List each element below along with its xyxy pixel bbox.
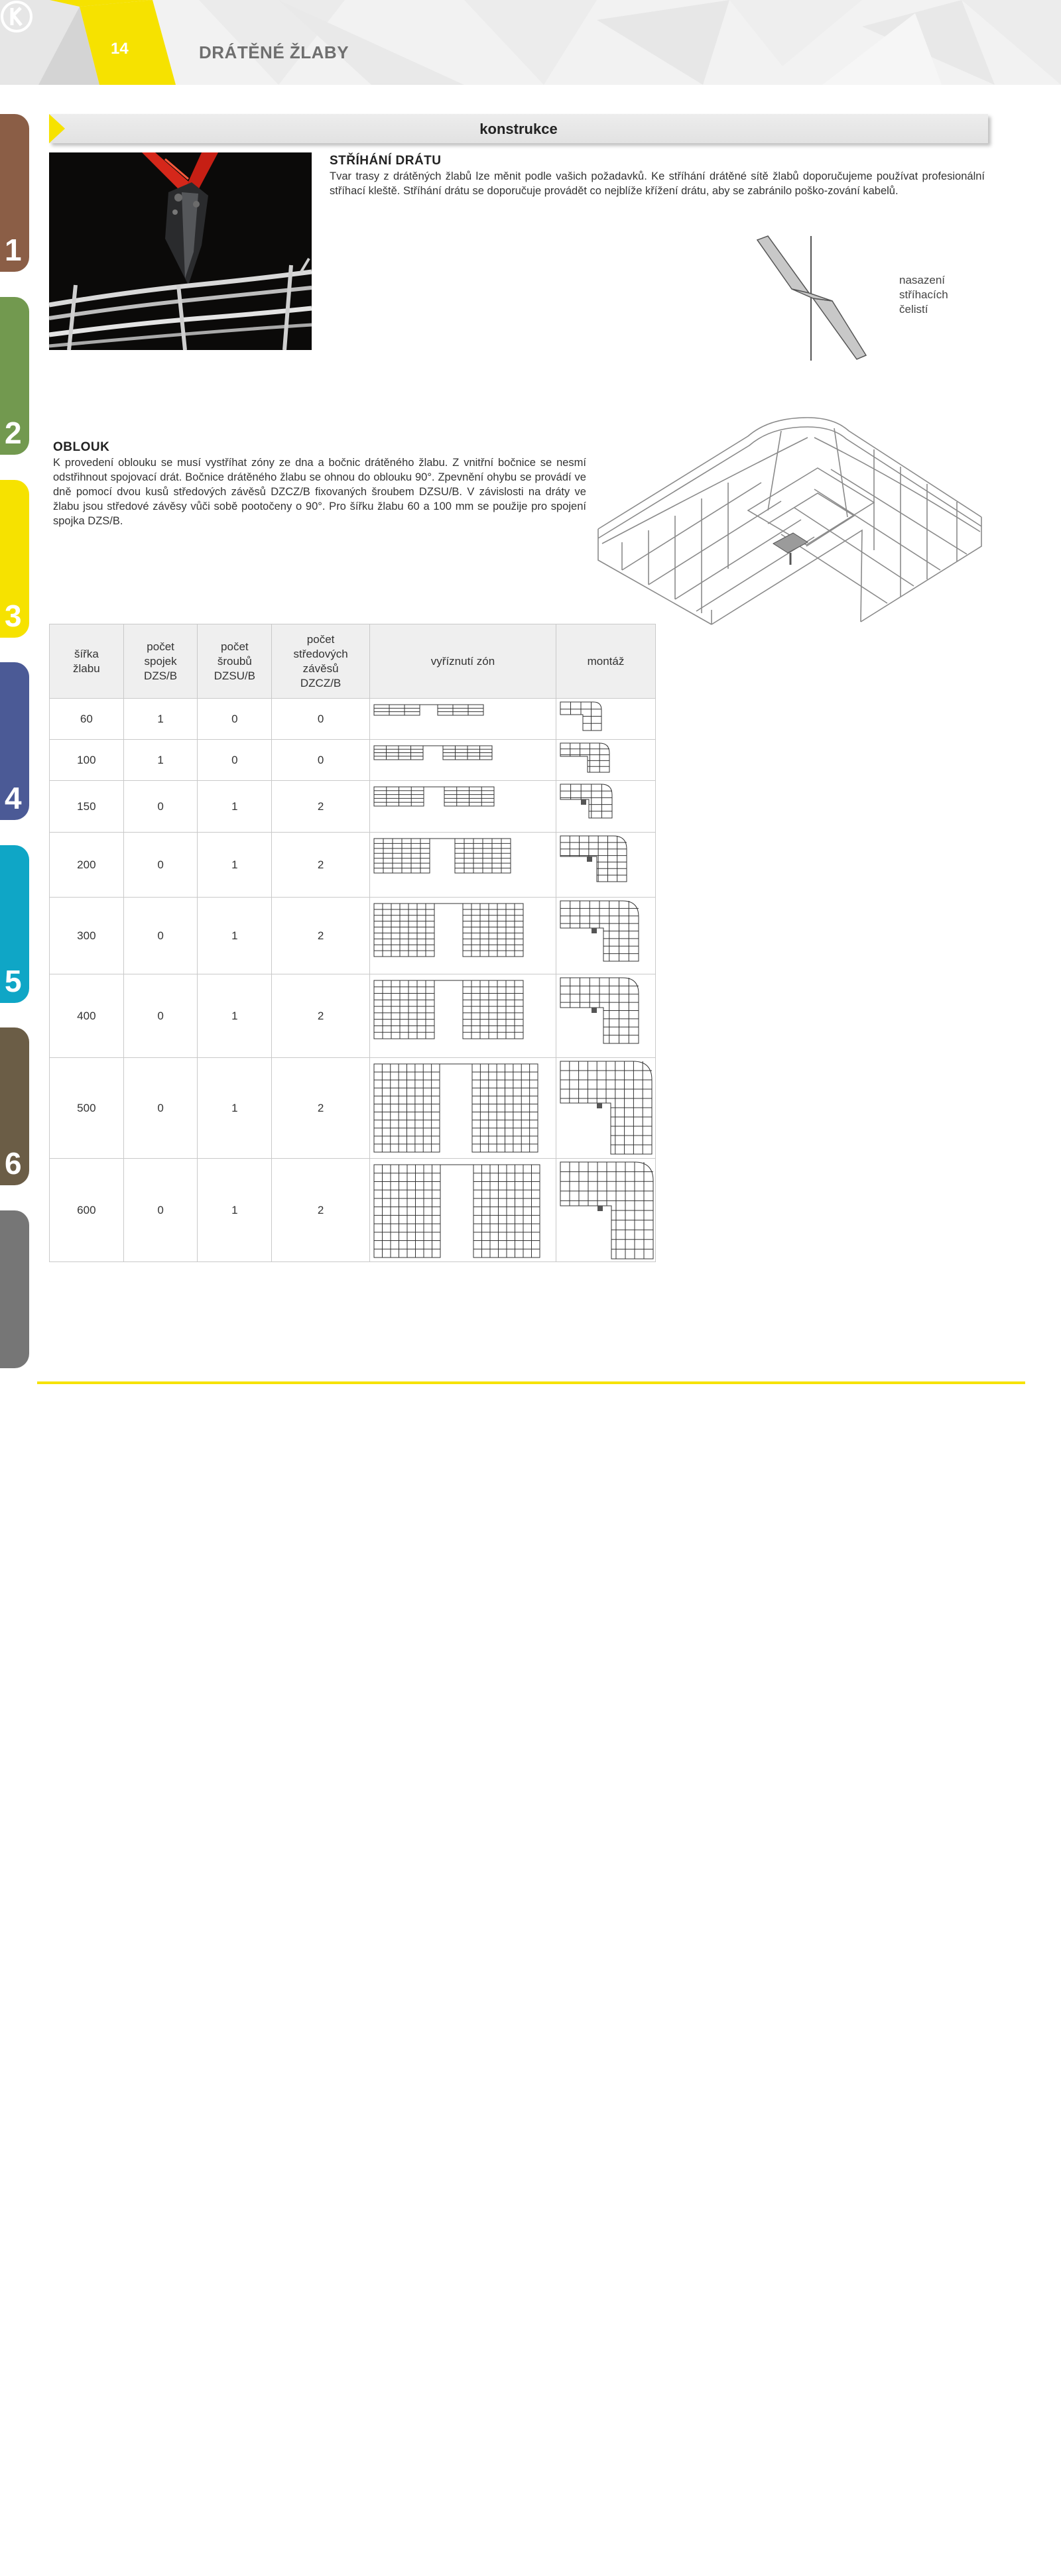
assembly-figure <box>556 1058 655 1159</box>
strihani-heading: STŘÍHÁNÍ DRÁTU <box>330 154 442 168</box>
table-cell: 0 <box>123 898 198 974</box>
footer-line <box>37 1381 1025 1384</box>
assembly-figure <box>556 1159 655 1262</box>
cut-zones-figure <box>369 781 556 833</box>
cut-zones-figure <box>369 974 556 1058</box>
assembly-figure <box>556 833 655 898</box>
table-cell: 500 <box>50 1058 124 1159</box>
tab-label: 5 <box>5 964 22 998</box>
table-cell: 150 <box>50 781 124 833</box>
tray-bend-illustration <box>595 411 987 626</box>
table-cell: 1 <box>123 740 198 781</box>
tab-label: 1 <box>5 233 22 267</box>
table-row <box>50 974 656 1058</box>
table-cell: 0 <box>123 974 198 1058</box>
table-cell: 300 <box>50 898 124 974</box>
page-title: DRÁTĚNÉ ŽLABY <box>199 42 349 62</box>
oblouk-text: K provedení oblouku se musí vystříhat zóny ze dna a bočnic drátěného žlabu. Z vnitřní bočnice se nesmí odstřihnout spojovací drát. Bočnice drátěného žlabu se ohnou do oblouku 90°. Zpevnění ohybu se provádí ve dně pomocí dvou kusů středových závěsů DZCZ/B fixovaných šroubem DZSU/B. V závislosti na dráty ve žlabu jsou středové závěsy vůči sobě pootočeny o 90°. Pro šířku žlabu 60 a 100 mm se použije pro spojení spojka DZS/B. <box>53 457 586 527</box>
table-cell: 1 <box>198 1058 272 1159</box>
table-cell: 0 <box>123 1058 198 1159</box>
tab-section-1[interactable] <box>0 114 29 272</box>
col-header: počet šroubů DZSU/B <box>198 624 272 699</box>
tab-label: 4 <box>5 781 22 815</box>
assembly-figure <box>556 740 655 781</box>
table-cell: 0 <box>123 1159 198 1262</box>
company-logo <box>0 0 33 33</box>
page-header <box>0 0 1061 85</box>
bend-spec-table <box>49 624 656 1262</box>
col-header: počet spojek DZS/B <box>123 624 198 699</box>
table-cell: 0 <box>272 699 370 740</box>
table-cell: 1 <box>198 781 272 833</box>
cut-zones-figure <box>369 833 556 898</box>
tab-section-4[interactable] <box>0 662 29 820</box>
cut-zones-figure <box>369 898 556 974</box>
header-background <box>0 0 1061 85</box>
table-row <box>50 898 656 974</box>
col-header: montáž <box>556 624 655 699</box>
tab-label: rejstřík <box>3 2459 28 2535</box>
table-cell: 2 <box>272 1058 370 1159</box>
page-number: 14 <box>111 40 129 58</box>
wire-cutter-photo <box>49 152 312 350</box>
table-row <box>50 740 656 781</box>
col-header: počet středových závěsů DZCZ/B <box>272 624 370 699</box>
table-cell: 400 <box>50 974 124 1058</box>
table-cell: 0 <box>198 699 272 740</box>
assembly-figure <box>556 699 655 740</box>
cut-zones-figure <box>369 1159 556 1262</box>
cut-zones-figure <box>369 1058 556 1159</box>
cutting-jaw-label: nasazení stříhacích čelistí <box>899 274 948 316</box>
section-header-bar <box>49 114 988 143</box>
table-cell: 2 <box>272 898 370 974</box>
tab-rejstrik[interactable] <box>0 1210 29 2535</box>
table-cell: 1 <box>198 833 272 898</box>
table-header-row <box>50 624 656 699</box>
oblouk-heading: OBLOUK <box>53 440 110 454</box>
strihani-text: Tvar trasy z drátěných žlabů lze měnit podle vašich požadavků. Ke stříhání drátěné sítě žlabů doporučujeme používat profesionální stříhací kleště. Stříhání drátu se doporučuje provádět co nejblíže křížení drátu, aby se zabránilo poško-zování kabelů. <box>330 170 985 197</box>
table-cell: 200 <box>50 833 124 898</box>
col-header: vyříznutí zón <box>369 624 556 699</box>
tab-label: 3 <box>5 599 22 633</box>
table-cell: 2 <box>272 833 370 898</box>
table-cell: 2 <box>272 974 370 1058</box>
table-cell: 0 <box>123 781 198 833</box>
cut-zones-figure <box>369 699 556 740</box>
table-cell: 0 <box>198 740 272 781</box>
section-title: konstrukce <box>479 121 558 137</box>
assembly-figure <box>556 974 655 1058</box>
tab-label: 6 <box>5 1146 22 1181</box>
table-cell: 60 <box>50 699 124 740</box>
table-row <box>50 1159 656 1262</box>
table-cell: 1 <box>123 699 198 740</box>
table-row <box>50 781 656 833</box>
table-cell: 600 <box>50 1159 124 1262</box>
table-cell: 2 <box>272 781 370 833</box>
table-cell: 1 <box>198 1159 272 1262</box>
table-cell: 0 <box>272 740 370 781</box>
table-cell: 1 <box>198 898 272 974</box>
table-row <box>50 1058 656 1159</box>
tab-section-6[interactable] <box>0 1027 29 1185</box>
tab-label: 2 <box>5 416 22 450</box>
cutting-diagram <box>749 232 889 365</box>
assembly-figure <box>556 898 655 974</box>
table-row <box>50 833 656 898</box>
table-cell: 2 <box>272 1159 370 1262</box>
tab-section-5[interactable] <box>0 845 29 1003</box>
tab-section-2[interactable] <box>0 297 29 455</box>
col-header: šířka žlabu <box>50 624 124 699</box>
table-cell: 1 <box>198 974 272 1058</box>
table-row <box>50 699 656 740</box>
tab-section-3[interactable] <box>0 480 29 638</box>
assembly-figure <box>556 781 655 833</box>
table-cell: 100 <box>50 740 124 781</box>
table-cell: 0 <box>123 833 198 898</box>
cut-zones-figure <box>369 740 556 781</box>
